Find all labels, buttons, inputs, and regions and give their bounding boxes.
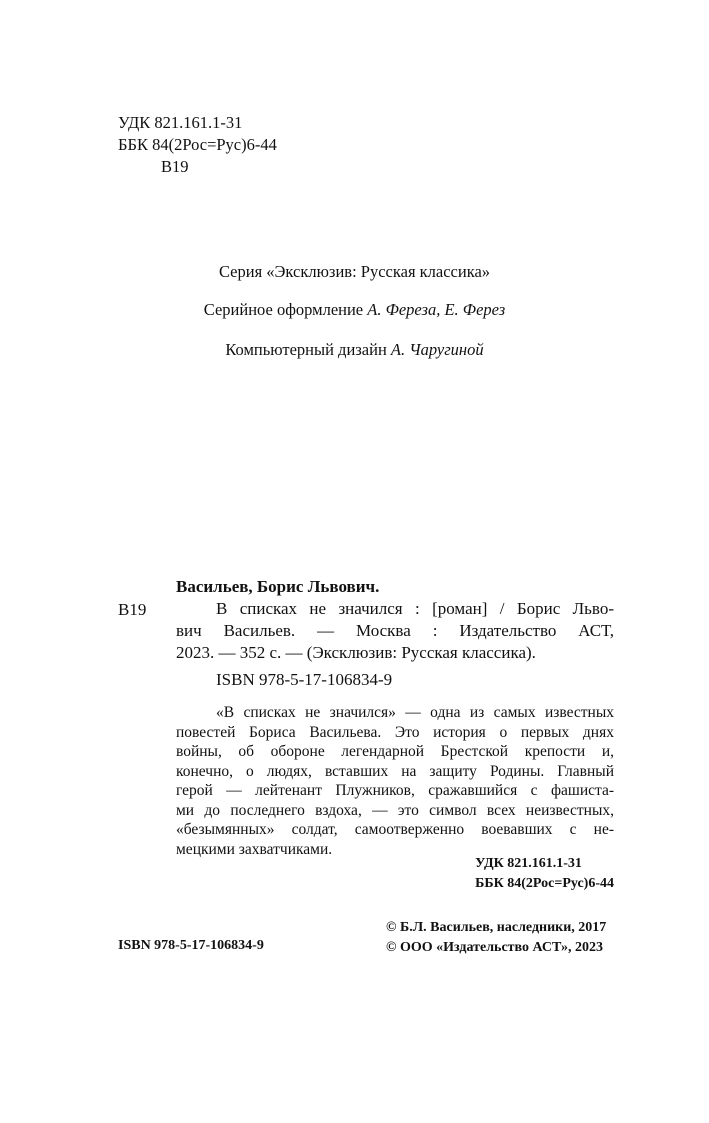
footer-bbk: ББК 84(2Рос=Рус)6-44 [475,876,614,891]
annotation-line: «безымянных» солдат, самоотверженно воевавших с не- [176,821,614,838]
udk-code: УДК 821.161.1-31 [118,113,243,132]
author-mark: В19 [161,157,189,176]
annotation-line: ми до последнего вздоха, — это символ всех неизвестных, [176,801,614,819]
record-isbn: ISBN 978-5-17-106834-9 [216,670,393,689]
record-line: В списках не значился : [роман] / Борис Льво- [216,599,614,618]
series-design-label: Серийное оформление [203,300,368,319]
series-design-line [0,300,709,320]
copyright-block [386,918,606,958]
record-code: В19 [118,600,147,619]
record-line: 2023. — 352 с. — (Эксклюзив: Русская классика). [176,643,536,662]
record-author: Васильев, Борис Львович. [176,577,380,596]
annotation [176,703,614,859]
series-design-names: А. Фереза, Е. Ферез [367,300,506,319]
record-description [176,598,614,664]
computer-design-label: Компьютерный дизайн [225,340,391,359]
footer-udk: УДК 821.161.1-31 [475,856,582,871]
series-line: Серия «Эксклюзив: Русская классика» [218,262,491,281]
annotation-line: конечно, о людях, вставших на защиту Родины. Главный [176,762,614,780]
copyright-publisher: © ООО «Издательство АСТ», 2023 [386,940,604,955]
footer-codes [475,854,614,894]
annotation-line: войны, об обороне легендарной Брестской крепости и, [176,743,614,760]
bbk-code: ББК 84(2Рос=Рус)6-44 [118,135,277,154]
record-line: вич Васильев. — Москва : Издательство АСТ, [176,621,614,640]
annotation-line: мецкими захватчиками. [176,840,333,858]
computer-design-name: А. Чаругиной [390,340,484,359]
annotation-line: герой — лейтенант Плужников, сражавшийся с фашиста- [176,782,614,799]
computer-design-line [0,340,709,360]
footer-isbn: ISBN 978-5-17-106834-9 [118,938,264,953]
copyright-author: © Б.Л. Васильев, наследники, 2017 [386,920,607,935]
annotation-line: «В списках не значился» — одна из самых известных [216,704,614,721]
annotation-line: повестей Бориса Васильева. Это история о первых днях [176,723,614,741]
